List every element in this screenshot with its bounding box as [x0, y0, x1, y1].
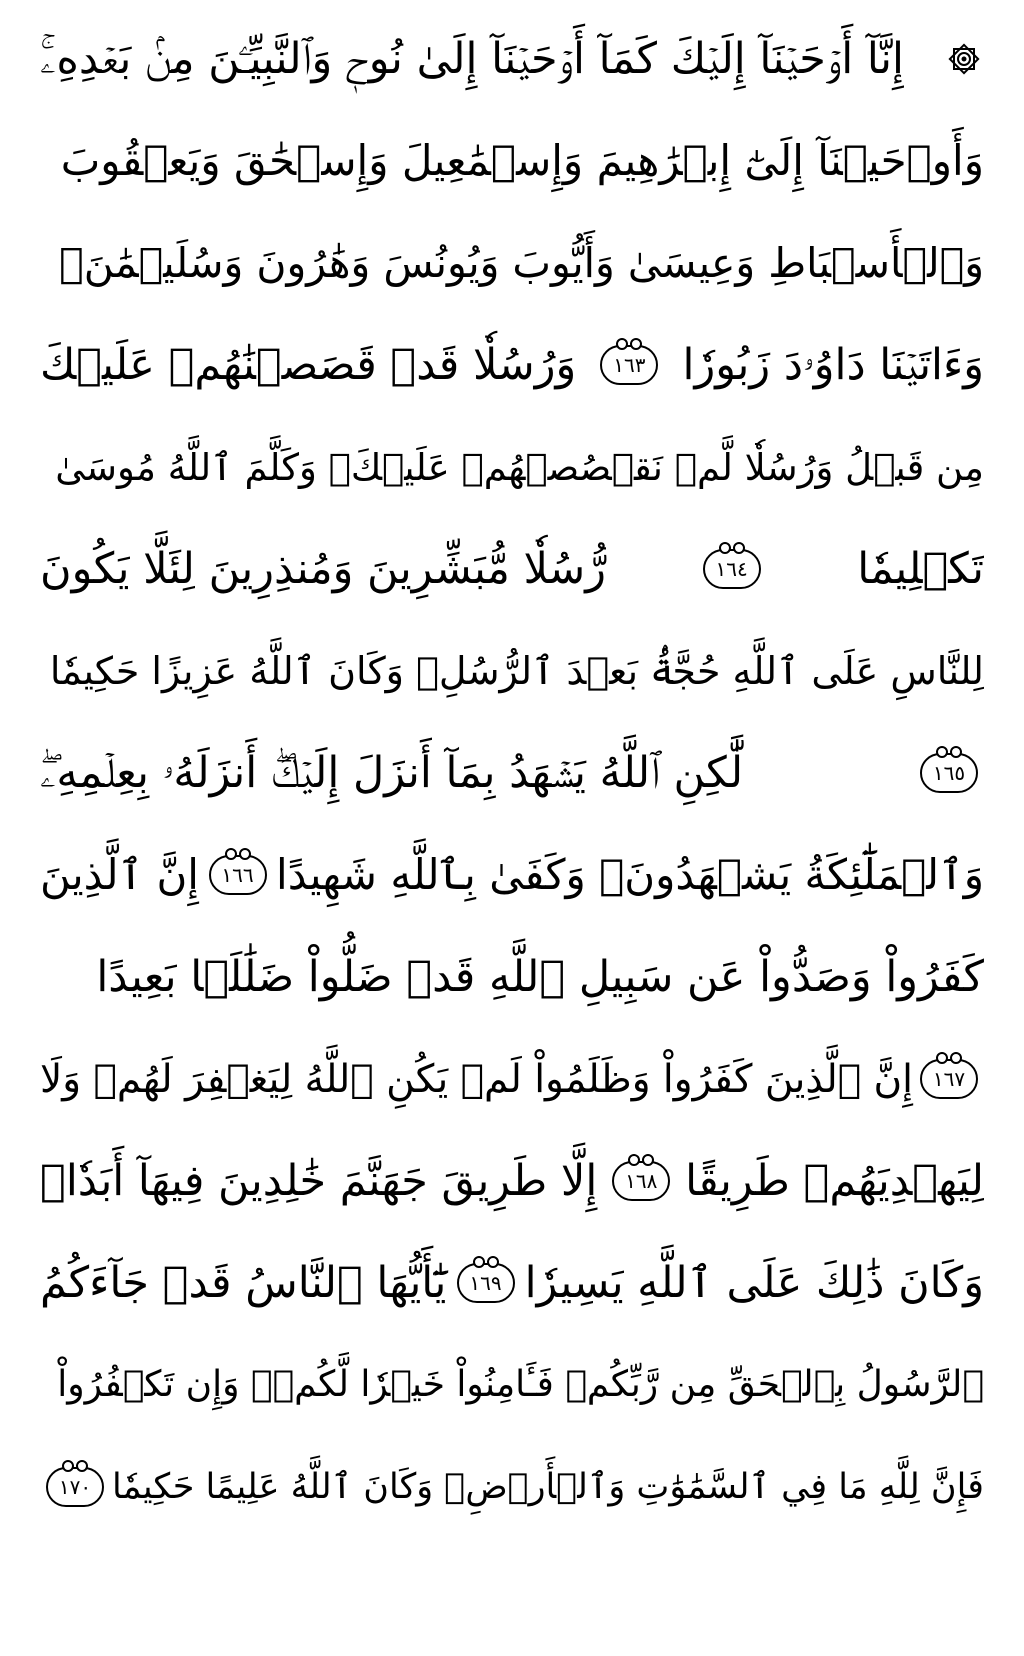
verse-line	[40, 1130, 984, 1232]
verse-line	[40, 8, 984, 110]
ayah-number-marker: ١٦٨	[612, 1161, 670, 1201]
verse-line	[40, 620, 984, 722]
verse-text: ٱلرَّسُولُ بِٱلۡحَقِّ مِن رَّبِّكُمۡ فَـَٔامِنُواْ خَيۡرٗا لَّكُمۡۚ وَإِن تَكۡفُرُواْ	[57, 1364, 984, 1405]
verse-line	[40, 1232, 984, 1334]
verse-text: كَفَرُواْ وَصَدُّواْ عَن سَبِيلِ ٱللَّهِ قَدۡ ضَلُّواْ ضَلَٰلَۢا بَعِيدًا	[96, 951, 984, 1002]
verse-lines	[40, 8, 984, 1538]
verse-text: رُّسُلٗا مُّبَشِّرِينَ وَمُنذِرِينَ لِئَلَّا يَكُونَ	[40, 543, 606, 594]
ayah-number-marker: ١٦٥	[920, 753, 978, 793]
verse-text: وَكَانَ ذَٰلِكَ عَلَى ٱللَّهِ يَسِيرٗا	[524, 1257, 984, 1308]
ayah-number-marker: ١٧٠	[46, 1467, 104, 1507]
ayah-number-marker: ١٦٩	[457, 1263, 515, 1303]
verse-text: يَٰٓأَيُّهَا ٱلنَّاسُ قَدۡ جَآءَكُمُ	[40, 1257, 447, 1308]
verse-line	[40, 314, 984, 416]
verse-text: إِنَّ ٱلَّذِينَ	[40, 850, 199, 899]
verse-line	[40, 1028, 984, 1130]
verse-text: وَٱلۡأَسۡبَاطِ وَعِيسَىٰ وَأَيُّوبَ وَيُونُسَ وَهَٰرُونَ وَسُلَيۡمَٰنَۚ	[59, 238, 984, 287]
rub-el-hizb-icon	[944, 39, 984, 79]
verse-text: وَءَاتَيۡنَا دَاوُۥدَ زَبُورٗا	[682, 339, 984, 390]
verse-text: إِنَّ ٱلَّذِينَ كَفَرُواْ وَظَلَمُواْ لَمۡ يَكُنِ ٱللَّهُ لِيَغۡفِرَ لَهُمۡ وَلَا	[40, 1056, 913, 1102]
verse-line	[40, 110, 984, 212]
verse-text: تَكۡلِيمٗا	[857, 543, 984, 594]
verse-text: لِيَهۡدِيَهُمۡ طَرِيقًا	[685, 1155, 984, 1206]
verse-text: لِلنَّاسِ عَلَى ٱللَّهِ حُجَّةُۢ بَعۡدَ ٱلرُّسُلِۚ وَكَانَ ٱللَّهُ عَزِيزًا حَكِيمٗا	[49, 649, 984, 693]
verse-text: مِن قَبۡلُ وَرُسُلٗا لَّمۡ نَقۡصُصۡهُمۡ عَلَيۡكَۚ وَكَلَّمَ ٱللَّهُ مُوسَىٰ	[55, 445, 984, 489]
verse-text: وَرُسُلٗا قَدۡ قَصَصۡنَٰهُمۡ عَلَيۡكَ	[40, 339, 577, 390]
verse-line	[40, 824, 984, 926]
verse-text: وَأَوۡحَيۡنَآ إِلَىٰٓ إِبۡرَٰهِيمَ وَإِسۡمَٰعِيلَ وَإِسۡحَٰقَ وَيَعۡقُوبَ	[60, 136, 984, 185]
ayah-number-marker: ١٦٤	[703, 549, 761, 589]
ayah-number-marker: ١٦٣	[600, 345, 658, 385]
ayah-number-marker: ١٦٧	[920, 1059, 978, 1099]
verse-line	[40, 1436, 984, 1538]
verse-line	[40, 518, 984, 620]
verse-text: إِنَّآ أَوۡحَيۡنَآ إِلَيۡكَ كَمَآ أَوۡحَيۡنَآ إِلَىٰ نُوحٖ وَٱلنَّبِيِّـۧنَ مِنۢ بَعۡدِهِۦۚ	[40, 33, 904, 84]
verse-text: وَٱلۡمَلَٰٓئِكَةُ يَشۡهَدُونَۚ وَكَفَىٰ بِٱللَّهِ شَهِيدًا	[276, 850, 984, 899]
verse-line	[40, 1334, 984, 1436]
verse-text: فَإِنَّ لِلَّهِ مَا فِي ٱلسَّمَٰوَٰتِ وَٱلۡأَرۡضِۚ وَكَانَ ٱللَّهُ عَلِيمًا حَكِيمٗا	[112, 1466, 984, 1507]
verse-line	[40, 212, 984, 314]
verse-line	[40, 722, 984, 824]
ayah-number-marker: ١٦٦	[209, 855, 267, 895]
verse-line	[40, 926, 984, 1028]
verse-text: إِلَّا طَرِيقَ جَهَنَّمَ خَٰلِدِينَ فِيهَآ أَبَدٗاۚ	[40, 1155, 598, 1206]
verse-line	[40, 416, 984, 518]
verse-text: لَّٰكِنِ ٱللَّهُ يَشۡهَدُ بِمَآ أَنزَلَ إِلَيۡكَۖ أَنزَلَهُۥ بِعِلۡمِهِۦۖ	[40, 747, 744, 798]
